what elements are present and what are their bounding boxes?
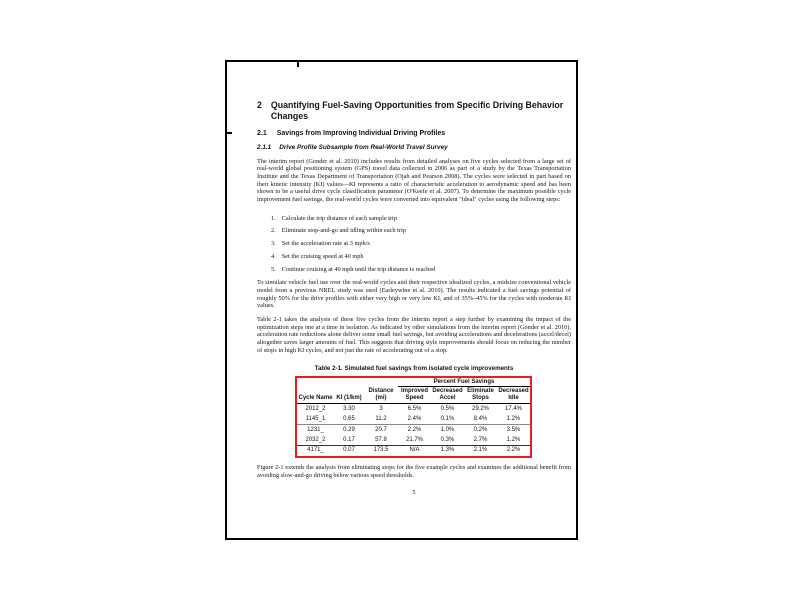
table-header-group-cell: Percent Fuel Savings bbox=[398, 377, 531, 387]
list-item bbox=[271, 253, 571, 261]
table-header-cell: KI (1/km) bbox=[334, 377, 364, 404]
table-cell: 0.65 bbox=[334, 414, 364, 424]
list-item bbox=[271, 266, 571, 274]
table-header-cell: Eliminate Stops bbox=[464, 387, 497, 404]
table-cell: 0.3% bbox=[431, 435, 464, 445]
table-cell: 0.1% bbox=[431, 414, 464, 424]
section-number: 2 bbox=[257, 100, 262, 110]
table-cell: 20.7 bbox=[375, 426, 387, 433]
table-cell: 1.2% bbox=[497, 435, 531, 445]
table-header-cell: Decreased Idle bbox=[497, 387, 531, 404]
table-cell: 0.5% bbox=[440, 405, 455, 412]
table-cell: 8.4% bbox=[464, 414, 497, 424]
table-cell: 1.3% bbox=[440, 447, 455, 454]
table-cell: 2.2% bbox=[407, 426, 422, 433]
paragraph-table-discussion: Table 2-1 takes the analysis of these five cycles from the interim report a step further by examining the impact of the optimization steps one at a time in isolation. As indicated by other simulations from the interim report (Gonder et al. 2010), acceleration rate reductions alone deliver some small fuel savings, but avoiding accelerations and decelerations (accel/decel) altogether saves larger amounts of fuel. This suggests that driving style improvements should focus on reducing the number of stops in high KI cycles, and not just the rate of accelerating out of a stop. bbox=[257, 316, 571, 354]
paragraph-intro: The interim report (Gonder et al. 2010) includes results from detailed analyses on five cycles selected from a large set of real-world global positioning system (GPS) travel data collected in 2006 as part of a study by the Texas Transportation Institute and the Texas Department of Transportation (Ojah and Pearson 2008). The cycles were selected in part based on their kinetic intensity (KI) values—KI represents a ratio of characteristic acceleration to aerodynamic speed and has been shown to be a useful drive cycle classification parameter (O'Keefe et al. 2007). To determine the maximum possible cycle improvement fuel savings, the real-world cycles were converted into equivalent "ideal" cycles using the following steps: bbox=[257, 157, 571, 204]
table-cell: 17.4% bbox=[505, 405, 523, 412]
table-cell: 0.07 bbox=[343, 447, 355, 454]
list-item-number: 1. bbox=[271, 214, 276, 222]
list-item-text: Continue cruising at 40 mph until the trip distance is reached bbox=[281, 265, 436, 273]
table-row bbox=[296, 414, 531, 424]
table-cell: 3.5% bbox=[506, 426, 521, 433]
paragraph-figure-note: Figure 2-1 extends the analysis from eliminating stops for the five example cycles and examines the additional benefit from avoiding slow-and-go driving below various speed thresholds. bbox=[257, 463, 571, 479]
subsection-heading bbox=[257, 130, 571, 139]
list-item bbox=[271, 215, 571, 223]
table-cell: 2032_2 bbox=[296, 435, 334, 445]
table-cell: N/A bbox=[409, 447, 420, 454]
list-item-text: Eliminate stop-and-go and idling within each trip bbox=[281, 227, 406, 235]
table-cell: 3.30 bbox=[343, 405, 355, 412]
table-cell: 0.17 bbox=[334, 435, 364, 445]
subsection-number: 2.1 bbox=[257, 130, 267, 137]
list-item-number: 5. bbox=[271, 265, 276, 273]
table-cell: 57.8 bbox=[364, 435, 398, 445]
table-header-cell: Improved Speed bbox=[398, 387, 431, 404]
table-cell: 0.29 bbox=[343, 426, 355, 433]
document-page bbox=[225, 60, 578, 540]
table-header-cell: Distance (mi) bbox=[364, 377, 398, 404]
table-cell: 3 bbox=[379, 405, 383, 412]
section-heading bbox=[257, 100, 571, 121]
table-cell: 1145_1 bbox=[296, 414, 334, 424]
list-item-text: Set the acceleration rate at 3 mph/s bbox=[281, 240, 370, 248]
list-item-text: Calculate the trip distance of each sample trip bbox=[281, 214, 397, 222]
table-cell: 2.7% bbox=[464, 435, 497, 445]
subsubsection-number: 2.1.1 bbox=[257, 143, 272, 151]
list-item-number: 4. bbox=[271, 252, 276, 260]
table-cell: 21.7% bbox=[398, 435, 431, 445]
table-row bbox=[296, 445, 531, 456]
page-border-tick-left bbox=[227, 132, 232, 134]
subsubsection-heading bbox=[257, 144, 571, 152]
subsection-title: Savings from Improving Individual Driving Profiles bbox=[276, 130, 446, 137]
table-header-cell: Decreased Accel bbox=[431, 387, 464, 404]
ideal-cycle-steps-list bbox=[257, 215, 571, 274]
table-cell: 1231_ bbox=[307, 426, 324, 433]
page-content bbox=[257, 100, 571, 496]
table-caption: Table 2-1. Simulated fuel savings from isolated cycle improvements bbox=[314, 364, 514, 372]
table-cell: 1.0% bbox=[440, 426, 455, 433]
section-title: Quantifying Fuel-Saving Opportunities from Specific Driving Behavior Changes bbox=[270, 100, 564, 121]
table-cell: 4171_ bbox=[307, 447, 324, 454]
table-header-row bbox=[296, 377, 531, 387]
table-header-cell: Cycle Name bbox=[296, 377, 334, 404]
page-number: 5 bbox=[412, 489, 416, 497]
list-item-number: 2. bbox=[271, 227, 276, 235]
list-item bbox=[271, 227, 571, 235]
table-cell: 173.5 bbox=[373, 447, 389, 454]
table-cell: 2.1% bbox=[473, 447, 488, 454]
table-cell: 2012_2 bbox=[305, 405, 326, 412]
table-row bbox=[296, 435, 531, 445]
table-row bbox=[296, 403, 531, 413]
table-cell: 1.2% bbox=[497, 414, 531, 424]
table-cell: 11.2 bbox=[364, 414, 398, 424]
list-item-number: 3. bbox=[271, 240, 276, 248]
list-item-text: Set the cruising speed at 40 mph bbox=[281, 252, 364, 260]
table-highlight-box bbox=[295, 376, 530, 458]
table-cell: 2.2% bbox=[506, 447, 521, 454]
page-border-tick-top bbox=[297, 62, 299, 67]
table-cell: 0.2% bbox=[473, 426, 488, 433]
fuel-savings-table bbox=[295, 376, 532, 458]
subsubsection-title: Drive Profile Subsample from Real-World Travel Survey bbox=[279, 143, 448, 151]
table-cell: 6.5% bbox=[407, 405, 422, 412]
paragraph-simulation-results: To simulate vehicle fuel use over the real-world cycles and their respective idealized cycles, a midsize conventional vehicle model from a previous NREL study was used (Earleywine et al. 2010). The results indicated a fuel savings potential of roughly 50% for the drive profiles with either very high or very low KI, and of 35%–45% for the cycles with moderate KI values. bbox=[257, 279, 571, 310]
table-cell: 2.4% bbox=[398, 414, 431, 424]
table-row bbox=[296, 424, 531, 434]
list-item bbox=[271, 240, 571, 248]
table-cell: 29.2% bbox=[471, 405, 489, 412]
